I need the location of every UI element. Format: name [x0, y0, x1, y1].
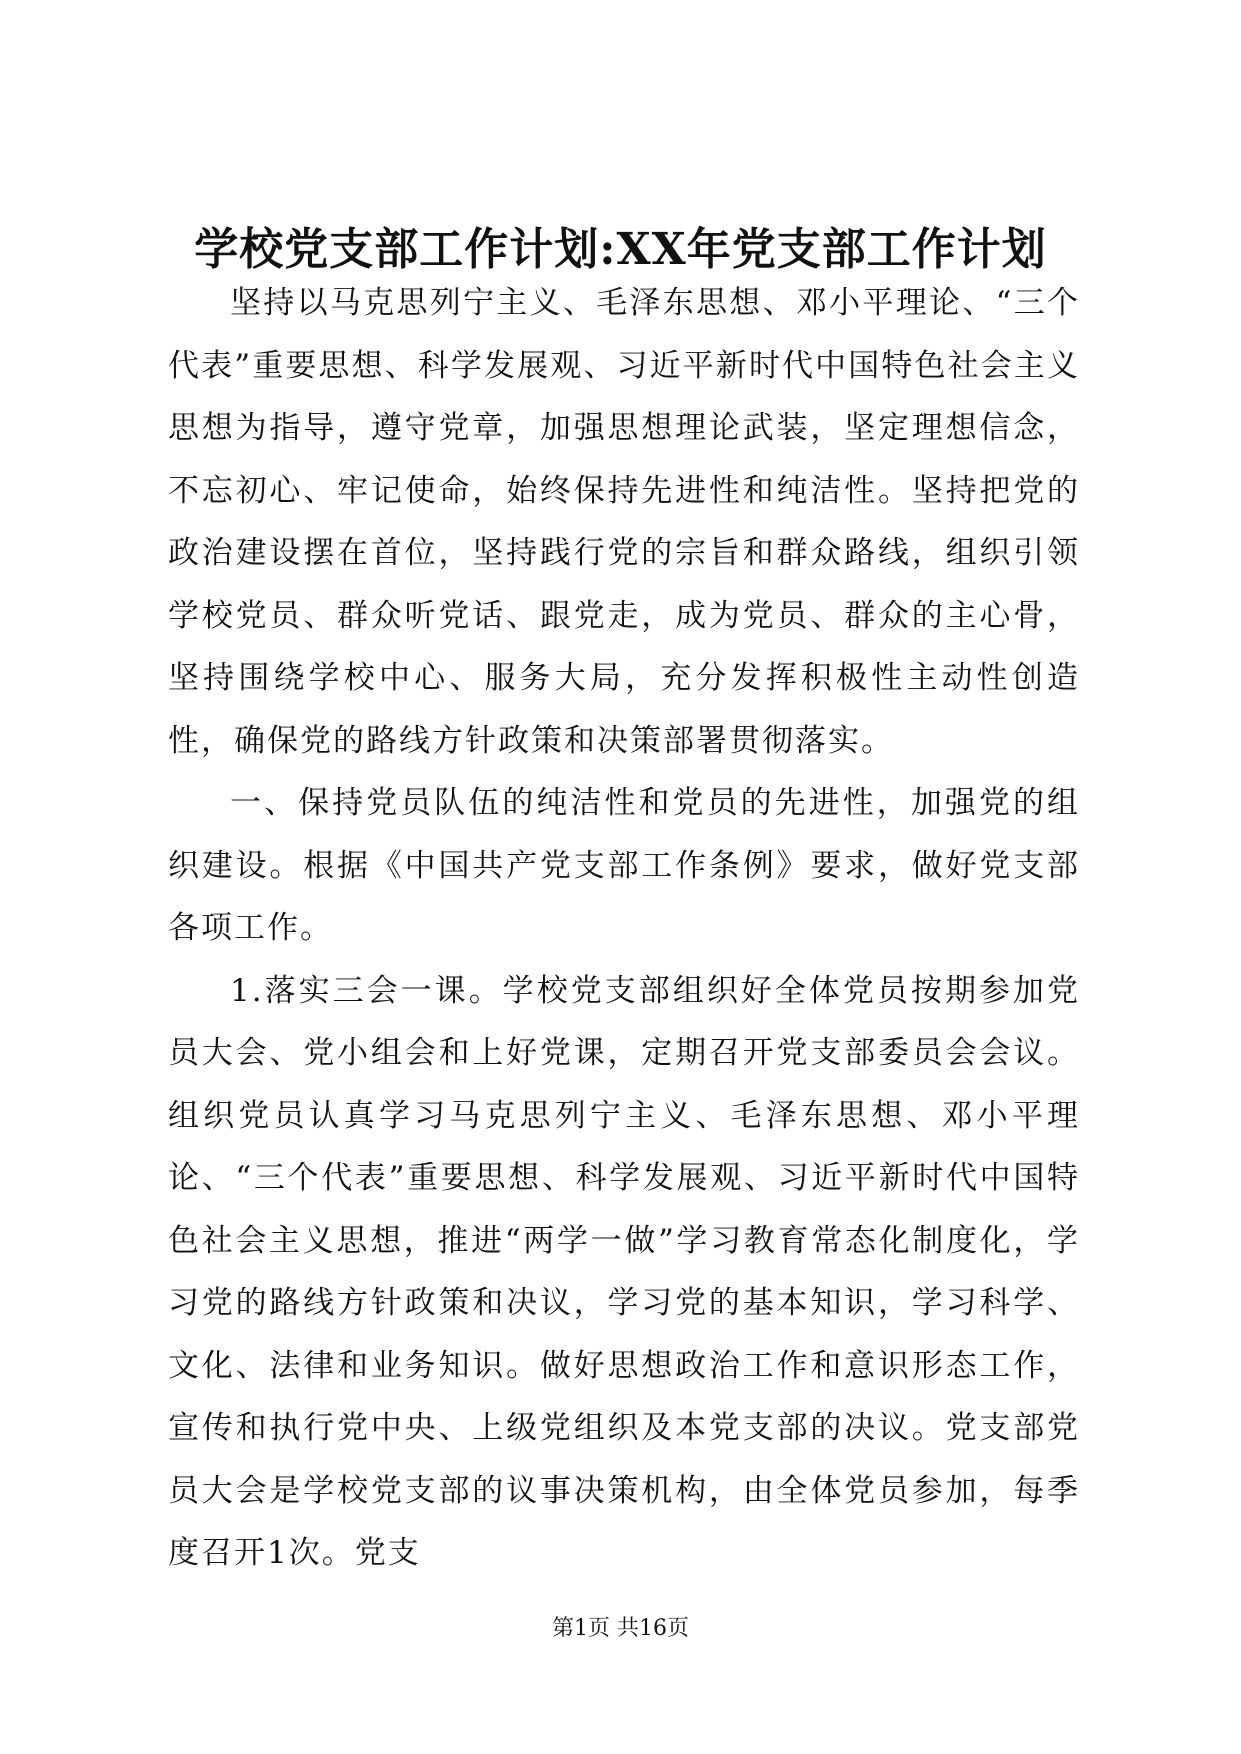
paragraph-intro: 坚持以马克思列宁主义、毛泽东思想、邓小平理论、“三个代表”重要思想、科学发展观、习近平新时代中国特色社会主义思想为指导，遵守党章，加强思想理论武装，坚定理想信念，不忘初心、牢记使命，始终保持先进性和纯洁性。坚持把党的政治建设摆在首位，坚持践行党的宗旨和群众路线，组织引领学校党员、群众听党话、跟党走，成为党员、群众的主心骨，坚持围绕学校中心、服务大局，充分发挥积极性主动性创造性，确保党的路线方针政策和决策部署贯彻落实。 — [168, 285, 1080, 759]
page-footer: 第1页 共16页 — [552, 1616, 689, 1641]
paragraph-item-one: 1.落实三会一课。学校党支部组织好全体党员按期参加党员大会、党小组会和上好党课，定期召开党支部委员会会议。组织党员认真学习马克思列宁主义、毛泽东思想、邓小平理论、“三个代表”重要思想、科学发展观、习近平新时代中国特色社会主义思想，推进“两学一做”学习教育常态化制度化，学习党的路线方针政策和决议，学习党的基本知识，学习科学、文化、法律和业务知识。做好思想政治工作和意识形态工作，宣传和执行党中央、上级党组织及本党支部的决议。党支部党员大会是学校党支部的议事决策机构，由全体党员参加，每季度召开1次。党支 — [168, 972, 1080, 1571]
document-title: 学校党支部工作计划:XX年党支部工作计划 — [194, 224, 1047, 275]
document-body — [168, 272, 1080, 1585]
paragraph-section-one: 一、保持党员队伍的纯洁性和党员的先进性，加强党的组织建设。根据《中国共产党支部工作条例》要求，做好党支部各项工作。 — [168, 785, 1080, 946]
